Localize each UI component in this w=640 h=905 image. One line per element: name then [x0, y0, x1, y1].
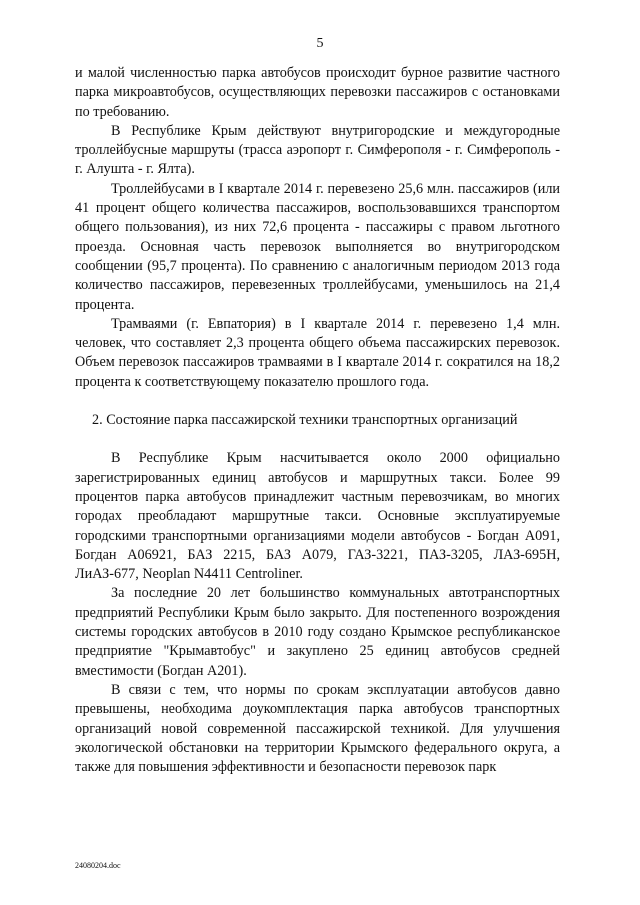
paragraph-continuation: и малой численностью парка автобусов происходит бурное развитие частного парка микроавтобусов, осуществляющих перевозки пассажиров с остановками по требованию.	[75, 65, 560, 120]
document-body	[75, 64, 560, 777]
paragraph-trolleybus-stats: Троллейбусами в I квартале 2014 г. перевезено 25,6 млн. пассажиров (или 41 процент общего количества пассажиров, воспользовавшихся транспортом общего пользования), из них 72,6 процента - пассажиры с правом льготного проезда. Основная часть перевозок выполняется во внутригородском сообщении (95,7 процента). По сравнению с аналогичным периодом 2013 года количество пассажиров, перевезенных троллейбусами, уменьшилось на 21,4 процента.	[75, 180, 560, 313]
paragraph-bus-renewal: В связи с тем, что нормы по срокам эксплуатации автобусов давно превышены, необходима доукомплектация парка автобусов транспортных организаций новой современной пассажирской техникой. Для улучшения экологической обстановки на территории Крымского федерального округа, а также для повышения эффективности и безопасности перевозок парк	[75, 681, 560, 776]
paragraph-bus-enterprises: За последние 20 лет большинство коммунальных автотранспортных предприятий Республики Крым было закрыто. Для постепенного возрождения системы городских автобусов в 2010 году создано Крымское республиканское предприятие "Крымавтобус" и закуплено 25 единиц автобусов средней вместимости (Богдан А201).	[75, 585, 560, 679]
paragraph-bus-fleet: В Республике Крым насчитывается около 2000 официально зарегистрированных единиц автобусов и маршрутных такси. Более 99 процентов парка автобусов принадлежит частным перевозчикам, во многих городах преобладают маршрутные такси. Основные эксплуатируемые городскими транспортными организациями модели автобусов - Богдан А091, Богдан А06921, БАЗ 2215, БАЗ А079, ГАЗ-3221, ПАЗ-3205, ЛАЗ-695Н, ЛиАЗ-677, Neoplan N4411 Centroliner.	[75, 450, 560, 583]
spacer	[75, 392, 560, 411]
page-number: 5	[316, 36, 324, 51]
section-heading: 2. Состояние парка пассажирской техники транспортных организаций	[92, 412, 518, 429]
spacer	[75, 430, 560, 449]
paragraph-trolleybus-routes: В Республике Крым действуют внутригородские и междугородные троллейбусные маршруты (трасса аэропорт г. Симферополя - г. Симферополь - г. Алушта - г. Ялта).	[75, 122, 560, 178]
document-footer-filename: 24080204.doc	[75, 861, 121, 870]
paragraph-tram-stats: Трамваями (г. Евпатория) в I квартале 2014 г. перевезено 1,4 млн. человек, что составляет 2,3 процента общего объема пассажирских перевозок. Объем перевозок пассажиров трамваями в I квартале 2014 г. сократился на 18,2 процента к соответствующему показателю прошлого года.	[75, 315, 560, 390]
